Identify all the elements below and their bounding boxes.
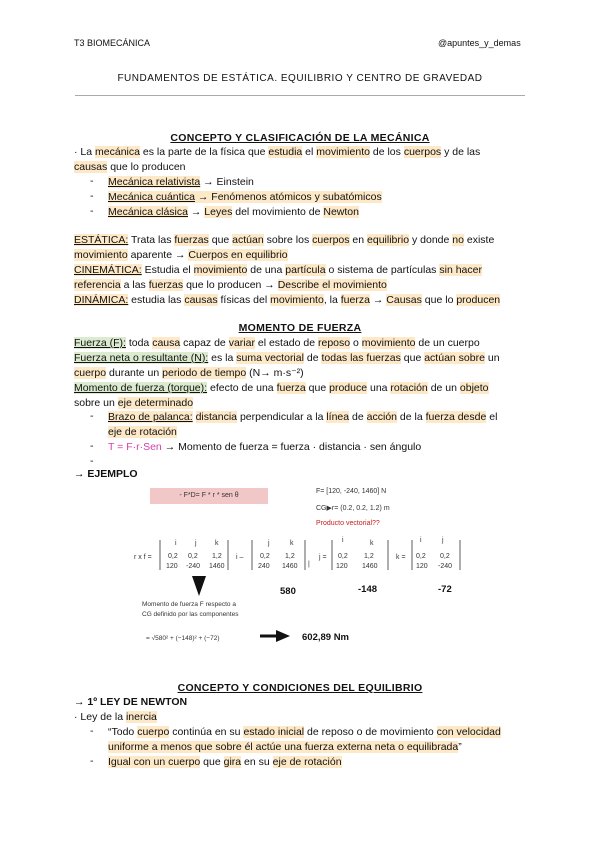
position-vector: CG▶r= (0.2, 0.2, 1.2) m [316,505,390,512]
matrix-cell: 120 [416,563,428,570]
matrix-cell: 240 [258,563,270,570]
right-arrow-icon [276,630,290,642]
component-j: -148 [358,584,378,595]
bullet-dash: - [90,455,94,467]
matrix-cell: i [175,540,177,547]
matrix-cell: 1,2 [285,553,295,560]
bullet-dash: - [90,190,94,202]
bullet-dash: - [90,725,94,737]
matrix-cell: j [442,537,444,544]
list-item: Igual con un cuerpo que gira en su eje de rotación [108,756,342,768]
component-k: -72 [438,584,452,595]
matrix-cell: 1460 [362,563,378,570]
list-item: Mecánica cuántica → Fenómenos atómicos y subatómicos [108,191,382,203]
matrix-cell: j [195,540,197,547]
matrix-cell: 1,2 [212,553,222,560]
formula-box: - F*D= F * r * sen θ [150,488,268,504]
section-heading-momento: MOMENTO DE FUERZA [238,322,362,334]
matrix-cell: i [342,537,344,544]
i-equals: i – [236,554,244,561]
bracket-mark: | [308,561,310,568]
matrix-cell: -240 [438,563,453,570]
list-item: Brazo de palanca: distancia perpendicular a la línea de acción de la fuerza desde el eje de rotación [108,411,498,438]
matrix-cell: 0,2 [168,553,178,560]
ejemplo-label: → EJEMPLO [74,468,138,480]
matrix-cell: 0,2 [440,553,450,560]
cross-product-note: Producto vectorial?? [316,520,380,527]
force-vector: F= [120, -240, 1460] N [316,488,387,495]
bullet-dash: - [90,755,94,767]
matrix-cell: 1460 [209,563,225,570]
list-item: T = F·r·Sen → Momento de fuerza = fuerza · distancia · sen ángulo [108,441,422,453]
matrix-cell: 120 [166,563,178,570]
list-item: “Todo cuerpo continúa en su estado inicial de reposo o de movimiento con velocidad uniforme a menos que sobre él actúe una fuerza externa neta o equilibrada” [108,726,501,753]
matrix-cell: k [290,540,294,547]
list-item: Mecánica clásica → Leyes del movimiento de Newton [108,206,359,218]
magnitude-expression: = √580² + (−148)² + (−72) [146,635,220,642]
list-item: Mecánica relativista → Einstein [108,176,254,188]
matrix-cell: 0,2 [260,553,270,560]
matrix-cell: k [215,540,219,547]
newton-law-label: → 1º LEY DE NEWTON [74,696,188,708]
moment-note-line1: Momento de fuerza F respecto a [142,601,236,608]
mecanica-definition: · La mecánica es la parte de la física que estudia el movimiento de los cuerpos y de las causas que lo producen [74,146,481,173]
matrix-cell: 0,2 [416,553,426,560]
bullet-dash: - [90,205,94,217]
matrix-cell: 1460 [282,563,298,570]
dinamica-definition: DINÁMICA: estudia las causas físicas del movimiento, la fuerza → Causas que lo producen [74,294,501,306]
matrix-cell: k [370,540,374,547]
course-title: T3 BIOMECÁNICA [74,38,151,48]
bullet-dash: - [90,175,94,187]
rxf-label: r x f = [134,554,152,561]
matrix-cell: 1,2 [364,553,374,560]
matrix-cell: 0,2 [188,553,198,560]
j-equals: j = [319,554,327,561]
fuerza-definitions: Fuerza (F): toda causa capaz de variar el estado de reposo o movimiento de un cuerpo Fuerza neta o resultante (N): es la suma vectorial de todas las fuerzas que actúan sobre un cuerpo durante un periodo de tiempo (N→ m·s⁻²) Momento de fuerza (torque): efecto de una fuerza que produce una rotación de un objeto sobre un eje determinado [74,337,500,409]
author-handle: @apuntes_y_demas [438,38,521,48]
bullet-dash: - [90,440,94,452]
down-arrow-icon [192,576,206,596]
matrix-cell: j [268,540,270,547]
section-heading-mecanica: CONCEPTO Y CLASIFICACIÓN DE LA MECÁNICA [170,132,430,144]
matrix-cell: -240 [186,563,201,570]
moment-note-line2: CG definido por las componentes [142,611,239,618]
document-title: FUNDAMENTOS DE ESTÁTICA. EQUILIBRIO Y CENTRO DE GRAVEDAD [117,73,483,84]
estatica-definition: ESTÁTICA: Trata las fuerzas que actúan sobre los cuerpos en equilibrio y donde no existe movimiento aparente → Cuerpos en equilibrio [74,234,495,261]
k-equals: k = [396,554,406,561]
inercia-line: · Ley de la inercia [74,711,157,723]
magnitude-result: 602,89 Nm [302,632,350,643]
matrix-cell: i [420,537,422,544]
bullet-dash: - [90,410,94,422]
example-figure [120,530,500,690]
matrix-cell: 0,2 [338,553,348,560]
component-i: 580 [280,586,296,597]
section-heading-equilibrio: CONCEPTO Y CONDICIONES DEL EQUILIBRIO [177,682,423,694]
cinematica-definition: CINEMÁTICA: Estudia el movimiento de una partícula o sistema de partículas sin hacer referencia a las fuerzas que lo producen → Describe el movimiento [74,264,482,291]
title-divider [75,95,525,96]
matrix-cell: 120 [336,563,348,570]
